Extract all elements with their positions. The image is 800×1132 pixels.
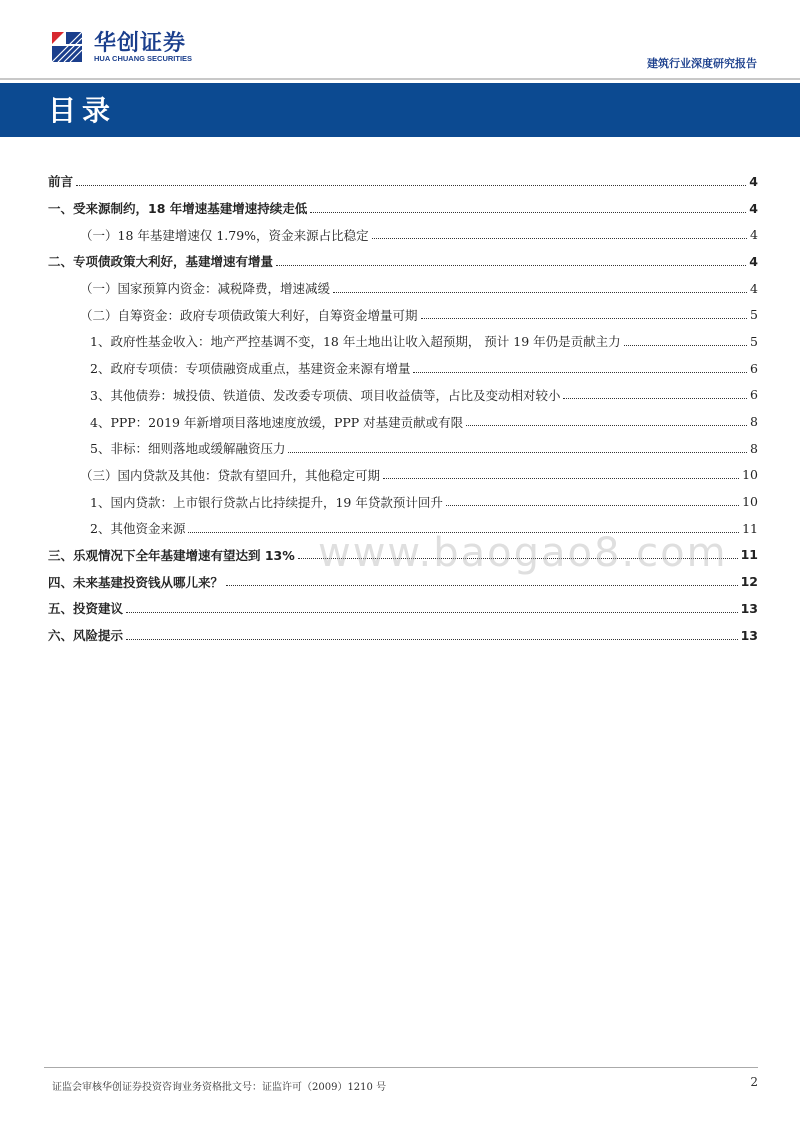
toc-entry-page: 6 bbox=[750, 360, 758, 376]
footer-license: 证监会审核华创证券投资咨询业务资格批文号：证监许可（2009）1210 号 bbox=[52, 1082, 387, 1093]
toc-entry-page: 5 bbox=[750, 307, 758, 323]
toc-leader-dots bbox=[310, 212, 746, 213]
toc-entry-title: 三、乐观情况下全年基建增速有望达到 13% bbox=[48, 547, 295, 563]
toc-entry-title: 四、未来基建投资钱从哪儿来？ bbox=[48, 574, 224, 590]
watermark: www.baogao8.com bbox=[318, 530, 728, 576]
toc-entry[interactable] bbox=[48, 275, 758, 302]
toc-entry-page: 4 bbox=[750, 227, 758, 243]
toc-entry[interactable] bbox=[48, 382, 758, 409]
toc-entry[interactable] bbox=[48, 248, 758, 275]
toc-entry-title: 五、投资建议 bbox=[48, 601, 124, 617]
toc-entry-page: 13 bbox=[740, 600, 758, 616]
toc-leader-dots bbox=[383, 478, 739, 479]
toc-entry-page: 4 bbox=[749, 253, 758, 269]
toc-leader-dots bbox=[126, 612, 738, 613]
toc-entry-page: 10 bbox=[742, 494, 758, 510]
toc-entry[interactable] bbox=[48, 328, 758, 355]
page-title: 目录 bbox=[48, 94, 117, 127]
toc-leader-dots bbox=[76, 185, 746, 186]
page-header bbox=[0, 0, 800, 82]
footer-divider bbox=[44, 1067, 758, 1068]
toc-leader-dots bbox=[466, 425, 747, 426]
toc-entry[interactable] bbox=[48, 462, 758, 489]
toc-entry-title: 2、其他资金来源 bbox=[90, 521, 186, 537]
toc-entry-page: 5 bbox=[750, 333, 758, 349]
toc-entry-page: 8 bbox=[750, 414, 758, 430]
toc-leader-dots bbox=[563, 398, 747, 399]
toc-entry[interactable] bbox=[48, 195, 758, 222]
toc-entry[interactable] bbox=[48, 622, 758, 649]
table-of-contents bbox=[48, 168, 758, 648]
toc-entry-page: 8 bbox=[750, 440, 758, 456]
toc-entry-title: 一、受来源制约，18 年增速基建增速持续走低 bbox=[48, 201, 308, 217]
logo-name-en: HUA CHUANG SECURITIES bbox=[94, 54, 193, 63]
toc-entry-page: 13 bbox=[740, 627, 758, 643]
toc-entry[interactable] bbox=[48, 355, 758, 382]
toc-entry-page: 10 bbox=[742, 467, 758, 483]
toc-leader-dots bbox=[333, 292, 747, 293]
toc-entry-page: 12 bbox=[740, 574, 758, 590]
page-number: 2 bbox=[750, 1075, 758, 1089]
toc-entry-title: 3、其他债券：城投债、铁道债、发改委专项债、项目收益债等，占比及变动相对较小 bbox=[90, 387, 561, 403]
toc-leader-dots bbox=[276, 265, 746, 266]
toc-entry-title: 六、风险提示 bbox=[48, 628, 124, 644]
section-banner bbox=[0, 83, 800, 137]
toc-entry-page: 4 bbox=[749, 200, 758, 216]
toc-entry-page: 11 bbox=[742, 520, 758, 536]
toc-leader-dots bbox=[413, 372, 747, 373]
logo-name-cn: 华创证券 bbox=[94, 31, 187, 56]
logo-mark-icon bbox=[50, 24, 88, 64]
toc-entry-page: 4 bbox=[750, 280, 758, 296]
report-type: 建筑行业深度研究报告 bbox=[647, 57, 757, 70]
toc-leader-dots bbox=[624, 345, 747, 346]
toc-entry-page: 4 bbox=[749, 173, 758, 189]
toc-entry-title: 2、政府专项债：专项债融资成重点，基建资金来源有增量 bbox=[90, 361, 411, 377]
toc-entry-title: （一）18 年基建增速仅 1.79%，资金来源占比稳定 bbox=[80, 227, 369, 243]
toc-entry[interactable] bbox=[48, 435, 758, 462]
toc-leader-dots bbox=[446, 505, 739, 506]
company-logo bbox=[50, 24, 210, 68]
toc-leader-dots bbox=[288, 452, 747, 453]
toc-entry-title: 1、国内贷款：上市银行贷款占比持续提升，19 年贷款预计回升 bbox=[90, 494, 443, 510]
toc-entry-title: 1、政府性基金收入：地产严控基调不变，18 年土地出让收入超预期， 预计 19 年仍是贡献主力 bbox=[90, 334, 621, 350]
toc-entry-title: 4、PPP：2019 年新增项目落地速度放缓，PPP 对基建贡献或有限 bbox=[90, 414, 464, 430]
toc-entry[interactable] bbox=[48, 595, 758, 622]
toc-entry-page: 11 bbox=[740, 547, 758, 563]
toc-leader-dots bbox=[226, 585, 738, 586]
toc-entry-title: （二）自筹资金：政府专项债政策大利好，自筹资金增量可期 bbox=[80, 307, 418, 323]
toc-entry-title: 5、非标：细则落地或缓解融资压力 bbox=[90, 441, 286, 457]
header-divider bbox=[0, 78, 800, 80]
toc-entry-title: （一）国家预算内资金：减税降费，增速减缓 bbox=[80, 281, 331, 297]
toc-entry[interactable] bbox=[48, 301, 758, 328]
toc-entry[interactable] bbox=[48, 168, 758, 195]
toc-entry[interactable] bbox=[48, 408, 758, 435]
toc-leader-dots bbox=[372, 238, 747, 239]
toc-entry-title: 前言 bbox=[48, 174, 74, 190]
toc-leader-dots bbox=[421, 318, 748, 319]
toc-entry-title: 二、专项债政策大利好，基建增速有增量 bbox=[48, 254, 274, 270]
toc-entry[interactable] bbox=[48, 221, 758, 248]
toc-leader-dots bbox=[126, 639, 738, 640]
toc-entry-title: （三）国内贷款及其他：贷款有望回升，其他稳定可期 bbox=[80, 467, 381, 483]
toc-entry-page: 6 bbox=[750, 387, 758, 403]
toc-entry[interactable] bbox=[48, 488, 758, 515]
